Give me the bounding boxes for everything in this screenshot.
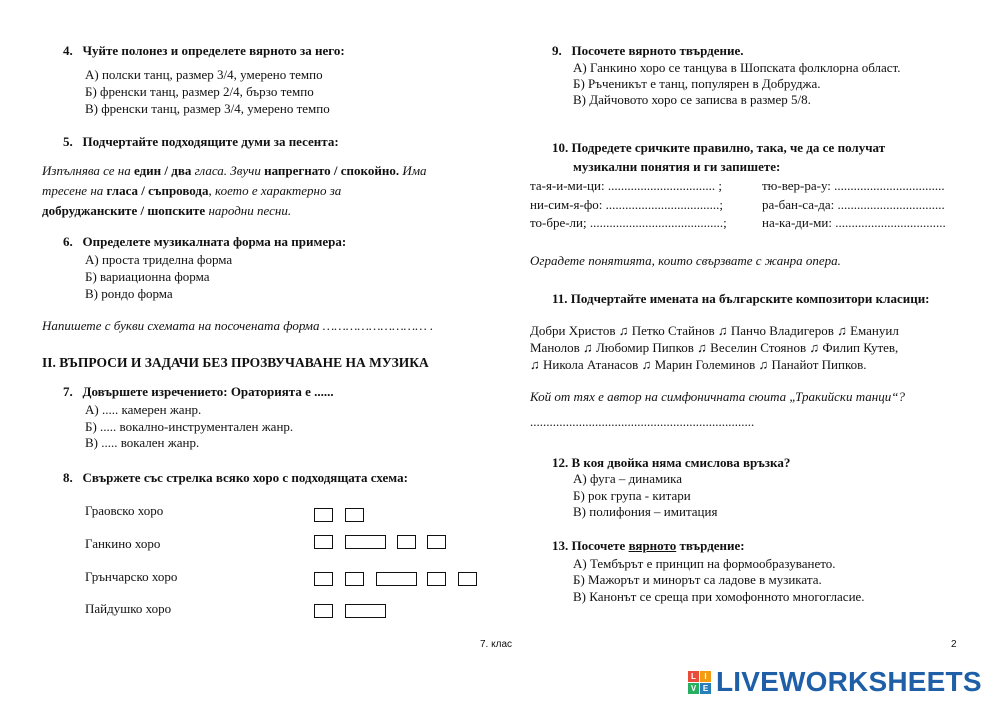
q5-text: Има — [399, 163, 427, 178]
question-8-title: 8. Свържете със стрелка всяко хоро с подходящата схема: — [63, 470, 408, 485]
question-5-line-2 — [42, 182, 341, 199]
short-beat-box — [397, 535, 416, 549]
footer-grade: 7. клас — [480, 639, 513, 650]
question-6-title: 6. Определете музикалната форма на примера: — [63, 234, 347, 249]
question-13-option-a[interactable]: А) Тембърът е принцип на формообразуването. — [573, 556, 836, 571]
q13-title-underlined: вярното — [628, 538, 677, 553]
composers-line-1[interactable]: Добри Христов ♫ Петко Стайнов ♫ Панчо Владигеров ♫ Емануил — [530, 323, 899, 338]
composers-line-3[interactable]: ♫ Никола Атанасов ♫ Марин Големинов ♫ Панайот Пипков. — [530, 357, 867, 372]
question-9-option-b[interactable]: Б) Ръченикът е танц, популярен в Добруджа. — [573, 76, 821, 91]
logo-tile: E — [700, 683, 711, 694]
question-12-option-a[interactable]: А) фуга – динамика — [573, 471, 683, 486]
q5-text: народни песни. — [205, 203, 292, 218]
short-beat-box — [314, 572, 333, 586]
question-9-title: 9. Посочете вярното твърдение. — [552, 43, 744, 58]
question-5-title: 5. Подчертайте подходящите думи за песента: — [63, 134, 339, 149]
question-6-prompt[interactable]: Напишете с букви схемата на посочената форма ……………………… . — [42, 318, 434, 333]
question-7-option-c[interactable]: В) ..... вокален жанр. — [85, 435, 200, 450]
dance-gankino[interactable]: Ганкино хоро — [85, 536, 161, 551]
q5-text: гласа. Звучи — [191, 163, 265, 178]
question-9-option-a[interactable]: А) Ганкино хоро се танцува в Шопската фолклорна област. — [573, 60, 901, 75]
logo-tile: V — [688, 683, 699, 694]
question-6-option-c: В) рондо форма — [85, 286, 173, 301]
composers-line-2[interactable]: Манолов ♫ Любомир Пипков ♫ Веселин Стоянов ♫ Филип Кутев, — [530, 340, 899, 355]
dance-paydushko[interactable]: Пайдушко хоро — [85, 601, 172, 616]
q5-choice-region[interactable]: добруджанските / шопските — [42, 203, 206, 218]
question-12-option-b[interactable]: Б) рок група - китари — [573, 488, 691, 503]
logo-tiles-icon — [688, 671, 711, 694]
q5-choice-tremor[interactable]: гласа / съпровода — [106, 183, 209, 198]
syllables-5[interactable]: то-бре-ли; .........................................; — [530, 215, 727, 230]
question-13-option-c[interactable]: В) Канонът се среща при хомофонното многогласие. — [573, 589, 865, 604]
q13-title-text: твърдение: — [676, 538, 745, 553]
short-beat-box — [427, 535, 446, 549]
question-12-option-c[interactable]: В) полифония – имитация — [573, 504, 718, 519]
question-4-option-a: А) полски танц, размер 3/4, умерено темпо — [85, 67, 323, 82]
q5-text: Изпълнява се на — [42, 163, 134, 178]
question-7-option-a[interactable]: А) ..... камерен жанр. — [85, 402, 202, 417]
question-11-answer-line[interactable]: ..................................................................... — [530, 414, 755, 429]
question-4-title: 4. Чуйте полонез и определете вярното за него: — [63, 43, 345, 58]
long-beat-box — [345, 535, 386, 549]
syllables-6[interactable]: на-ка-ди-ми: .................................. — [762, 215, 946, 230]
syllables-4[interactable]: ра-бан-са-да: ................................. — [762, 197, 945, 212]
long-beat-box — [376, 572, 417, 586]
short-beat-box — [314, 604, 333, 618]
question-4-option-c: В) френски танц, размер 3/4, умерено темпо — [85, 101, 330, 116]
question-12-title: 12. В коя двойка няма смислова връзка? — [552, 455, 791, 470]
logo-tile: I — [700, 671, 711, 682]
syllables-1[interactable]: та-я-и-ми-ци: ................................. ; — [530, 178, 722, 193]
short-beat-box — [314, 535, 333, 549]
question-13-option-b[interactable]: Б) Мажорът и минорът са ладове в музиката. — [573, 572, 822, 587]
q5-text: тресене на — [42, 183, 107, 198]
logo-wordmark: LIVEWORKSHEETS — [716, 666, 982, 697]
question-10-prompt: Оградете понятията, които свързвате с жанра опера. — [530, 253, 841, 268]
syllables-2[interactable]: тю-вер-ра-у: .................................. — [762, 178, 945, 193]
question-7-title: 7. Довършете изречението: Ораторията е ...... — [63, 384, 334, 399]
q5-choice-mood[interactable]: напрегнато / спокойно. — [264, 163, 400, 178]
short-beat-box — [427, 572, 446, 586]
q13-title-text: 13. Посочете — [552, 538, 629, 553]
short-beat-box — [314, 508, 333, 522]
long-beat-box — [345, 604, 386, 618]
q5-choice-voices[interactable]: един / два — [134, 163, 192, 178]
question-10-subtitle: музикални понятия и ги запишете: — [573, 159, 781, 174]
question-10-title: 10. Подредете сричките правилно, така, че да се получат — [552, 140, 886, 155]
question-6-option-b: Б) вариационна форма — [85, 269, 210, 284]
liveworksheets-logo[interactable] — [688, 666, 982, 698]
dance-graovsko[interactable]: Граовско хоро — [85, 503, 164, 518]
question-11-title: 11. Подчертайте имената на българските композитори класици: — [552, 291, 930, 306]
logo-tile: L — [688, 671, 699, 682]
short-beat-box — [458, 572, 477, 586]
syllables-3[interactable]: ни-сим-я-фо: ...................................; — [530, 197, 723, 212]
q5-text: , което е характерно за — [208, 183, 342, 198]
question-11-prompt: Кой от тях е автор на симфоничната сюита „Тракийски танци“? — [530, 389, 905, 404]
question-13-title — [552, 537, 745, 554]
question-9-option-c[interactable]: В) Дайчовото хоро се записва в размер 5/8. — [573, 92, 811, 107]
section-2-heading: II. ВЪПРОСИ И ЗАДАЧИ БЕЗ ПРОЗВУЧАВАНЕ НА МУЗИКА — [42, 355, 429, 370]
short-beat-box — [345, 508, 364, 522]
question-4-option-b: Б) френски танц, размер 2/4, бързо темпо — [85, 84, 314, 99]
question-5-line-3 — [42, 202, 291, 219]
question-7-option-b[interactable]: Б) ..... вокално-инструментален жанр. — [85, 419, 294, 434]
dance-granchartsko[interactable]: Грънчарско хоро — [85, 569, 178, 584]
question-6-option-a: А) проста триделна форма — [85, 252, 233, 267]
short-beat-box — [345, 572, 364, 586]
footer-page-number: 2 — [951, 639, 957, 650]
question-5-line-1 — [42, 162, 427, 179]
